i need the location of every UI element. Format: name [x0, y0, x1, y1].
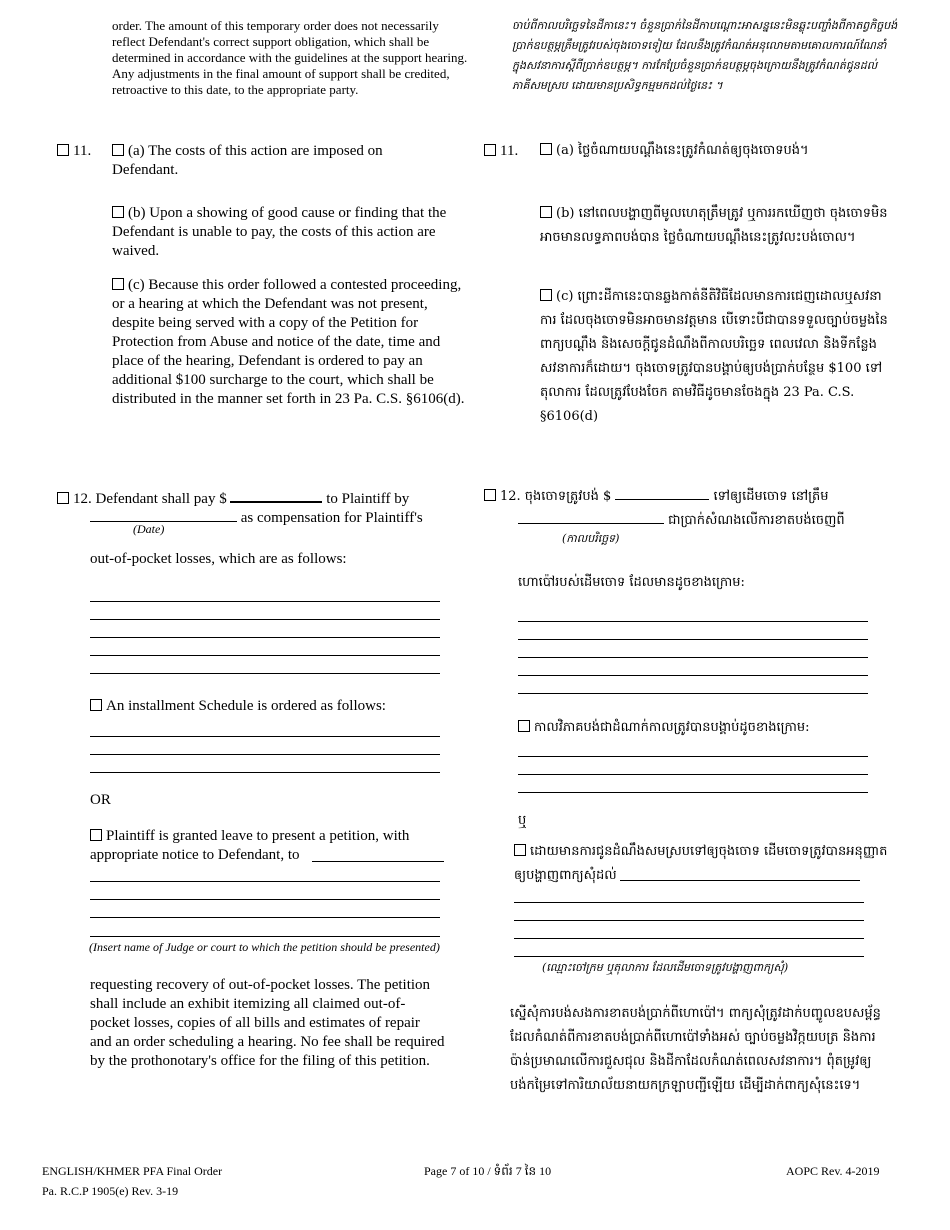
install-line[interactable] [90, 754, 440, 755]
s11b-checkbox[interactable] [112, 206, 124, 218]
losses-line[interactable] [90, 637, 440, 638]
s11a-km-checkbox[interactable] [540, 143, 552, 155]
s11a-en: (a) The costs of this action are imposed on Defendant. [112, 143, 383, 178]
s12-install-en: An installment Schedule is ordered as follows: [90, 697, 386, 716]
s12-km-checkbox[interactable] [484, 489, 496, 501]
s12-insert-km: (ឈ្មោះចៅក្រម ឬតុលាការ ដែលដើមចោទត្រូវបង្ហាញពាក្យសុំ) [542, 961, 789, 974]
court-line-km[interactable] [514, 938, 864, 939]
s11b-km-checkbox[interactable] [540, 206, 552, 218]
court-line[interactable] [90, 899, 440, 900]
s12-losses-en: out-of-pocket losses, which are as follows: [90, 551, 347, 567]
losses-line-km[interactable] [518, 621, 868, 622]
s12-losses-km: ហោប៉ៅរបស់ដើមចោទ ដែលមានដូចខាងក្រោម: [518, 575, 745, 590]
s12-checkbox[interactable] [57, 492, 69, 504]
footer-form-title: ENGLISH/KHMER PFA Final Order [42, 1164, 223, 1178]
install-line-km[interactable] [518, 792, 868, 793]
intro-en: order. The amount of this temporary order does not necessarily reflect Defendant's correct support obligation, which shall be determined in accordance with the guidelines at the support hearing. Any adjustments in the final amount of support shall be credited, retroactive to this date, to the appropriate party. [112, 18, 468, 97]
court-line[interactable] [90, 917, 440, 918]
losses-line-km[interactable] [518, 693, 868, 694]
s12-or-km: ឬ [518, 813, 527, 828]
s11-num-en: 11. [57, 142, 91, 161]
losses-line[interactable] [90, 673, 440, 674]
s12-date-row-en: as compensation for Plaintiff's [90, 507, 423, 528]
losses-line[interactable] [90, 655, 440, 656]
s12-request-km: ស្នើសុំការបង់សងការខាតបង់ប្រាក់ពីហោប៉ៅ។ ពាក្យសុំត្រូវដាក់បញ្ចូលឧបសម្ព័ន្ធដែលកំណត់ពីការខាតបង់ប្រាក់ពីហោប៉ៅទាំងអស់ ច្បាប់ចម្លងវិក្កយបត្រ និងការប៉ាន់ប្រមាណលើការជួសជុល និងដីកាដែលកំណត់ពេលសវនាការ។ ពុំតម្រូវឲ្យបង់កម្រៃទៅការិយាល័យនាយកក្រឡាបញ្ជីឡើយ ដើម្បីដាក់ពាក្យសុំនេះទេ។ [510, 1006, 881, 1093]
install-line[interactable] [90, 736, 440, 737]
court-line[interactable] [90, 881, 440, 882]
install-line[interactable] [90, 772, 440, 773]
s12-install-km: កាលវិភាគបង់ជាដំណាក់កាលត្រូវបានបង្គាប់ដូចខាងក្រោម: [518, 717, 810, 739]
court-name-line-km[interactable] [620, 880, 860, 881]
s11c-km-checkbox[interactable] [540, 289, 552, 301]
s12-heading-km: 12. ចុងចោទត្រូវបង់ $ ទៅឲ្យដើមចោទ នៅត្រឹម [484, 485, 829, 508]
install-checkbox[interactable] [90, 699, 102, 711]
s12-date-field[interactable] [90, 507, 237, 522]
court-name-line[interactable] [312, 861, 444, 862]
install-line-km[interactable] [518, 774, 868, 775]
s12-date-label-km: (កាលបរិច្ឆេទ) [562, 532, 620, 545]
losses-line-km[interactable] [518, 657, 868, 658]
s12-insert-en: (Insert name of Judge or court to which the petition should be presented) [89, 940, 440, 954]
losses-line-km[interactable] [518, 639, 868, 640]
losses-line[interactable] [90, 619, 440, 620]
s12-amount-field[interactable] [230, 487, 322, 503]
footer-page-number: Page 7 of 10 / ទំព័រ 7 នៃ 10 [424, 1164, 552, 1178]
s11b-km: (b) នៅពេលបង្ហាញពីមូលហេតុត្រឹមត្រូវ ឬការរកឃើញថា ចុងចោទមិនអាចមានលទ្ធភាពបង់បាន ថ្លៃចំណាយបណ្ដឹងនេះត្រូវលះបង់ចោល។ [540, 206, 888, 245]
s11a-checkbox[interactable] [112, 144, 124, 156]
court-line-km[interactable] [514, 956, 864, 957]
losses-line-km[interactable] [518, 675, 868, 676]
leave-checkbox[interactable] [90, 829, 102, 841]
s12-km-amount-field[interactable] [615, 485, 709, 500]
court-line-km[interactable] [514, 920, 864, 921]
court-line-km[interactable] [514, 902, 864, 903]
s11b-en: (b) Upon a showing of good cause or finding that the Defendant is unable to pay, the costs of this action are waived. [112, 205, 447, 259]
court-line[interactable] [90, 936, 440, 937]
s11c-en: (c) Because this order followed a contested proceeding, or a hearing at which the Defendant was not present, despite being served with a copy of the Petition for Protection from Abuse and notice of the date, time and place of the hearing, Defendant is ordered to pay an additional $100 surcharge to the court, which shall be distributed in the manner set forth in 23 Pa. C.S. §6106(d). [112, 277, 465, 407]
s12-request-en: requesting recovery of out-of-pocket losses. The petition shall include an exhibit itemizing all claimed out-of-pocket losses, copies of all bills and estimates of repair and an order scheduling a hearing. No fee shall be required by the prothonotary's office for the filing of this petition. [90, 977, 445, 1069]
s11c-checkbox[interactable] [112, 278, 124, 290]
intro-km: ចាប់ពីកាលបរិច្ឆេទនៃដីកានេះ។ ចំនួនប្រាក់នៃដីកាបណ្ដោះអាសន្ននេះមិនឆ្លុះបញ្ចាំងពីកាតព្វកិច្ចបង់ប្រាក់ឧបត្ថម្ភត្រឹមត្រូវរបស់ចុងចោទទៀយ ដែលនឹងត្រូវកំណត់អនុលោមតាមគោលការណ៍ណែនាំ ក្នុងសវនាការស្ដីពីប្រាក់ឧបត្ថម្ភ។ ការកែប្រែចំនួនប្រាក់ឧបត្ថម្ភចុងក្រោយនឹងត្រូវកំណត់ជូនដល់ភាគីសមស្រប ដោយមានប្រសិទ្ធកម្មមកដល់ថ្ងៃនេះ ។ [512, 19, 898, 92]
s12-leave-km: ដោយមានការជូនដំណឹងសមស្របទៅឲ្យចុងចោទ ដើមចោទត្រូវបានអនុញ្ញាតឲ្យបង្ហាញពាក្យសុំដល់ [514, 844, 888, 883]
s12-heading-en: 12. Defendant shall pay $ to Plaintiff by [57, 487, 409, 509]
s11a-km: (a) ថ្លៃចំណាយបណ្ដឹងនេះត្រូវកំណត់ឲ្យចុងចោទបង់។ [540, 140, 890, 162]
s12-or-en: OR [90, 792, 111, 808]
s11-km-checkbox[interactable] [484, 144, 496, 156]
s11-checkbox[interactable] [57, 144, 69, 156]
install-line-km[interactable] [518, 756, 868, 757]
s12-date-label-en: (Date) [133, 522, 165, 536]
install-km-checkbox[interactable] [518, 720, 530, 732]
s11c-km: (c) ព្រោះដីកានេះបានឆ្លងកាត់នីតិវិធីដែលមានការជេញដោលឬសវនាការ ដែលចុងចោទមិនអាចមានវត្តមាន បើទោះបីជាបានទទួលច្បាប់ចម្លងនៃពាក្យបណ្ដឹង និងសេចក្ដីជូនដំណឹងពីកាលបរិច្ឆេទ ពេលវេលា និងទីកន្លែងសវនាការក៏ដោយ។ ចុងចោទត្រូវបានបង្គាប់ឲ្យបង់ប្រាក់បន្ថែម $100 ទៅតុលាការ ដែលត្រូវបែងចែក តាមវិធីដូចមានចែងក្នុង 23 Pa. C.S. §6106(d) [540, 289, 888, 424]
footer-rule-ref: Pa. R.C.P 1905(e) Rev. 3-19 [42, 1184, 179, 1198]
footer-revision: AOPC Rev. 4-2019 [786, 1164, 880, 1178]
s12-km-date-field[interactable] [518, 509, 664, 524]
leave-km-checkbox[interactable] [514, 844, 526, 856]
losses-line[interactable] [90, 601, 440, 602]
s11-num-km: 11. [484, 142, 518, 161]
s12-date-row-km: ជាប្រាក់សំណងលើការខាតបង់ចេញពី [518, 509, 845, 532]
s12-leave-en: Plaintiff is granted leave to present a petition, with appropriate notice to Defendant, to [90, 828, 410, 863]
